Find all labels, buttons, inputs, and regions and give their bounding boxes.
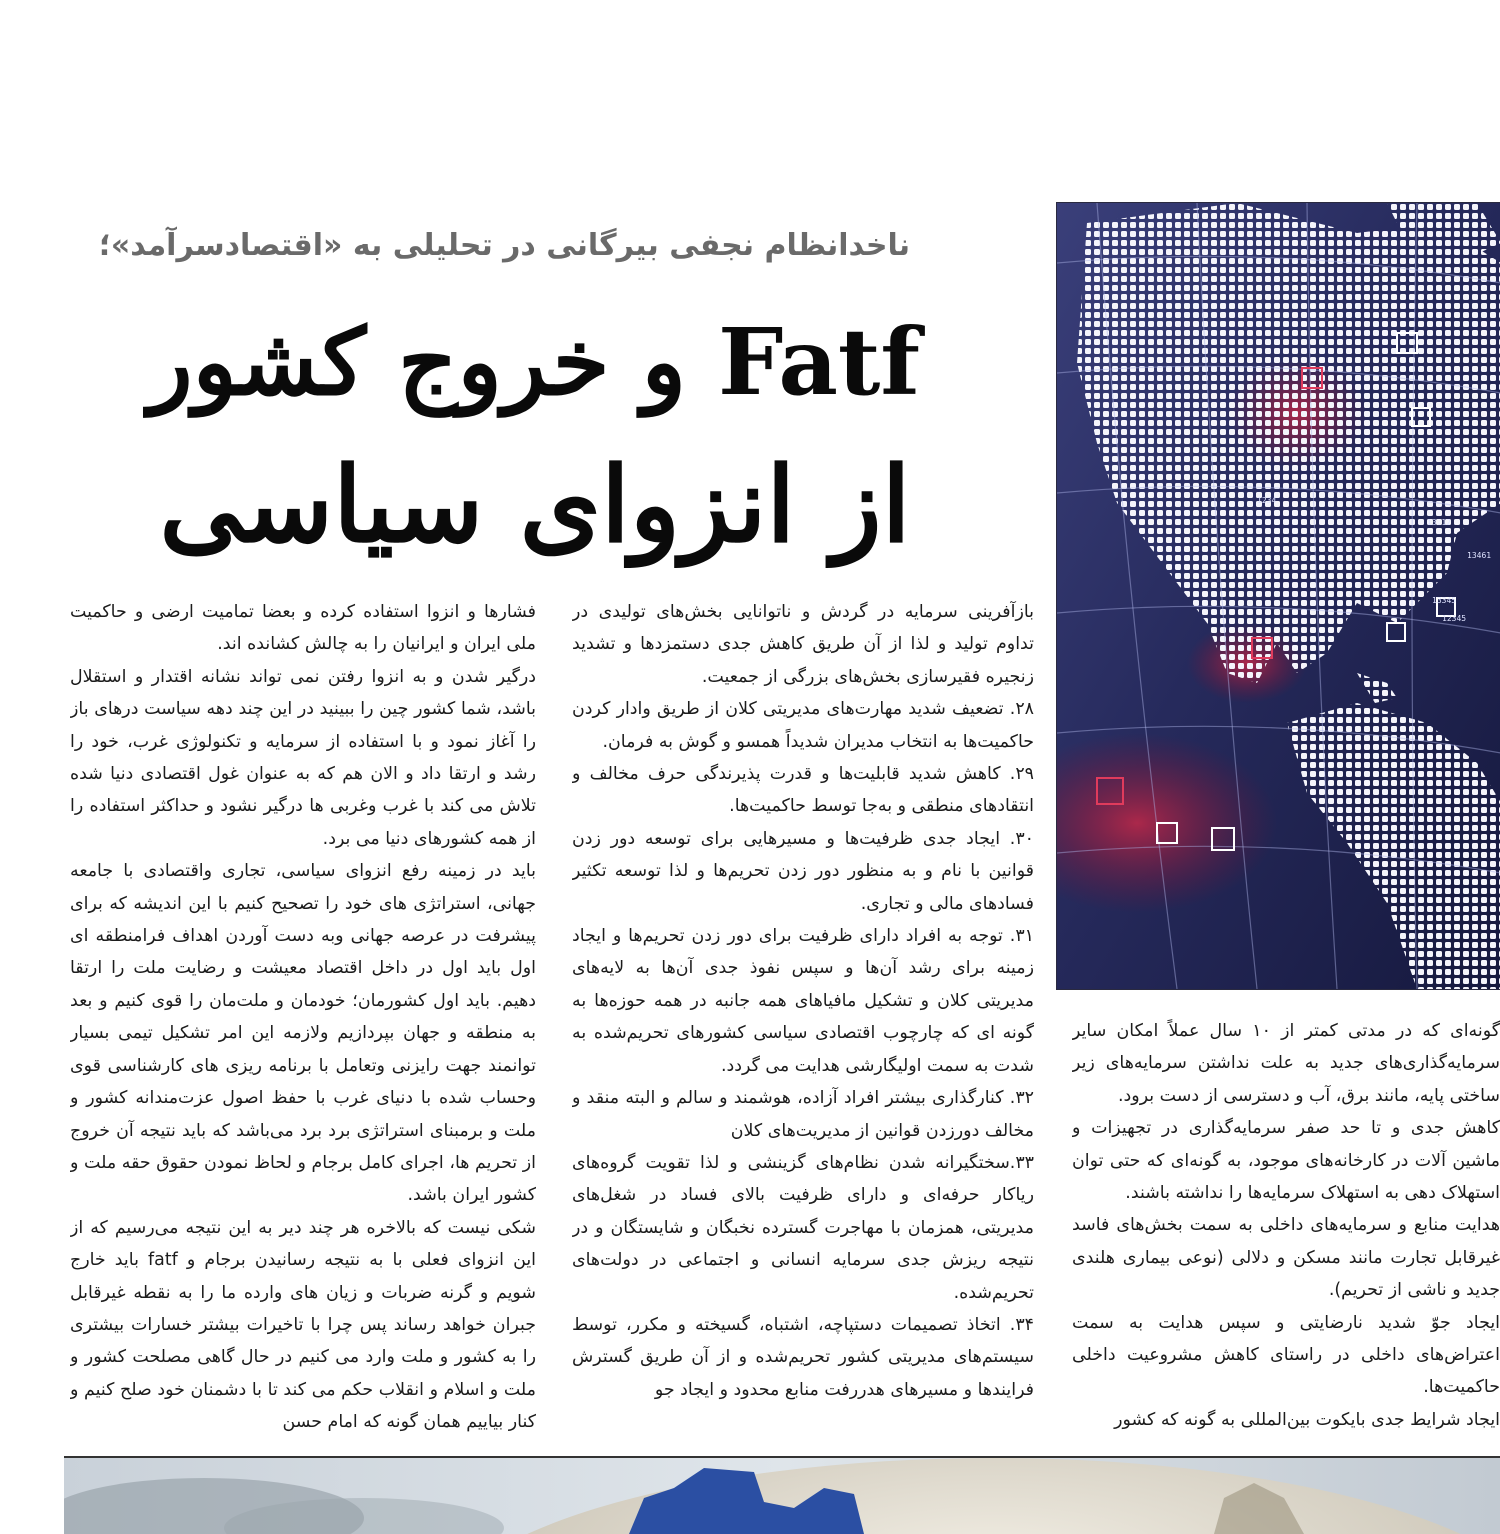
body-column-right [1072, 1015, 1500, 1440]
paragraph: باید در زمینه رفع انزوای سیاسی، تجاری واقتصادی با جامعه جهانی، استراتژی های خود را تصحیح کنیم با این اندیشه که برای پیشرفت در عرصه جهانی وبه دست آوردن اهداف فرامنطقه ای اول باید اول در داخل اقتصاد معیشت و رضایت ملت را ارتقا دهیم. باید اول کشورمان؛ خودمان و ملت‌مان را قوی کنیم و بعد به منطقه و جهان بپردازیم ولازمه این امر تشکیل تیمی بسیار توانمند جهت رایزنی وتعامل با برنامه ریزی های کارشناسی قوی وحساب شده با دنیای غرب با حفظ اصول عزت‌مندانه کشور و ملت و برمبنای استراتژی برد برد می‌باشد که باید نتیجه آن خروج از تحریم ها، اجرای کامل برجام و لحاظ نمودن حقوق حقه ملت و کشور ایران باشد. [70, 861, 536, 1206]
list-item-29: ۲۹. کاهش شدید قابلیت‌ها و قدرت پذیرندگی حرف مخالف و انتقادهای منطقی و به‌جا توسط حاکمیت‌ها. [572, 764, 1034, 817]
map-number: 1234 [1257, 496, 1277, 505]
paragraph: کاهش جدی و تا حد صفر سرمایه‌گذاری در تجهیزات و ماشین آلات در کارخانه‌های موجود، به گونه‌ای که حتی توان استهلاک دهی به استهلاک سرمایه‌ها را نداشته باشند. [1072, 1118, 1500, 1204]
list-item-34: ۳۴. اتخاذ تصمیمات دستپاچه، اشتباه، گسیخته و مکرر، توسط سیستم‌های مدیریتی کشور تحریم‌شده و از آن طریق گسترش فرایندها و مسیرهای هدررفت منابع محدود و ایجاد جو [572, 1314, 1034, 1400]
list-item-33: ۳۳.سختگیرانه شدن نظام‌های گزینشی و لذا تقویت گروه‌های ریاکار حرفه‌ای و دارای ظرفیت بالای فساد در شغل‌های مدیریتی، همزمان با مهاجرت گسترده نخبگان و شایستگان و در نتیجه ریزش جدی سرمایه انسانی و اجتماعی در دولت‌های تحریم‌شده. [572, 1152, 1034, 1303]
paragraph: شکی نیست که بالاخره هر چند دیر به این نتیجه می‌رسیم که از این انزوای فعلی با به نتیجه رسانیدن برجام و fatf باید خارج شویم و گرنه ضربات و زیان های وارده ما را به نقطه غیرقابل جبران خواهد رساند پس چرا با تاخیرات بیشتر خسارات بیشتری را به کشور و ملت وارد می کنیم در حال گاهی مصلحت کشور و ملت و اسلام و انقلاب حکم می کند تا با دشمنان خود صلح کنیم و کنار بیاییم همان گونه که امام حسن [70, 1217, 536, 1433]
list-item-28: ۲۸. تضعیف شدید مهارت‌های مدیریتی کلان از طریق وادار کردن حاکمیت‌ها به انتخاب مدیران شدیداً همسو و گوش به فرمان. [572, 699, 1034, 752]
list-item-32: ۳۲. کنارگذاری بیشتر افراد آزاده، هوشمند و سالم و البته منقد و مخالف دورزدن قوانین از مدیریت‌های کلان [572, 1088, 1034, 1141]
paragraph: هدایت منابع و سرمایه‌های داخلی به سمت بخش‌های فاسد غیرقابل تجارت مانند مسکن و دلالی (نوعی بیماری هلندی جدید و ناشی از تحریم). [1072, 1215, 1500, 1301]
article-kicker: ناخدانظام نجفی بیرگانی در تحلیلی به «اقتصادسرآمد»؛ [98, 228, 910, 263]
headline-line-2: از انزوای سیاسی [159, 443, 911, 566]
paragraph: ایجاد شرایط جدی بایکوت بین‌المللی به گونه که کشور [1114, 1409, 1500, 1430]
body-column-left [70, 596, 536, 1438]
map-number: 13345 [1432, 596, 1457, 605]
list-item-31: ۳۱. توجه به افراد دارای ظرفیت برای دور زدن تحریم‌ها و ایجاد زمینه برای رشد آن‌ها و سپس نفوذ جدی آن‌ها به لایه‌های مدیریتی کلان و تشکیل مافیاهای همه جانبه در همه حوزه‌ها به گونه ای که چارچوب اقتصادی سیاسی کشورهای تحریم‌شده به شدت به سمت اولیگارشی هدایت می گردد. [572, 926, 1034, 1076]
body-column-middle [572, 596, 1034, 1438]
paragraph: درگیر شدن و به انزوا رفتن نمی تواند نشانه اقتدار و استقلال باشد، شما کشور چین را ببینید در این چند دهه سیاست درهای باز را آغاز نمود و با استفاده از سرمایه و تکنولوژی غرب، خود را رشد و ارتقا داد و الان هم که به عنوان غول اقتصادی دنیا شده تلاش می کند با غرب وغربی ها درگیر نشود و حداکثر استفاده را از همه کشورهای دنیا می برد. [70, 666, 536, 849]
map-number: 13461 [1467, 551, 1492, 560]
paragraph: گونه‌ای که در مدتی کمتر از ۱۰ سال عملاً امکان سایر سرمایه‌گذاری‌های جدید به علت نداشتن سرمایه‌های زیر ساختی پایه، مانند برق، آب و دسترسی از دست برود. [1072, 1021, 1500, 1106]
paragraph: ایجاد جوّ شدید نارضایتی و سپس هدایت به سمت اعتراض‌های داخلی در راستای کاهش مشروعیت داخلی حاکمیت‌ها. [1072, 1312, 1500, 1398]
paragraph: بازآفرینی سرمایه در گردش و ناتوانایی بخش‌های تولیدی در تداوم تولید و لذا از آن طریق کاهش جدی دستمزدها و تشدید زنجیره فقیرسازی بخش‌های بزرگی از جمعیت. [572, 602, 1034, 687]
world-map-image [1056, 202, 1500, 990]
map-number: 13.12 [1427, 518, 1452, 527]
paragraph: فشارها و انزوا استفاده کرده و بعضا تمامیت ارضی و حاکمیت ملی ایران و ایرانیان را به چالش کشانده اند. [70, 602, 536, 655]
headline-line-1: Fatf و خروج کشور [148, 308, 920, 416]
bottom-photo [64, 1456, 1500, 1534]
map-number: 12345 [1442, 614, 1467, 623]
list-item-30: ۳۰. ایجاد جدی ظرفیت‌ها و مسیرهایی برای توسعه دور زدن قوانین با نام و به منظور دور زدن تحریم‌ها و لذا توسعه تکثیر فسادهای مالی و تجاری. [572, 828, 1034, 914]
